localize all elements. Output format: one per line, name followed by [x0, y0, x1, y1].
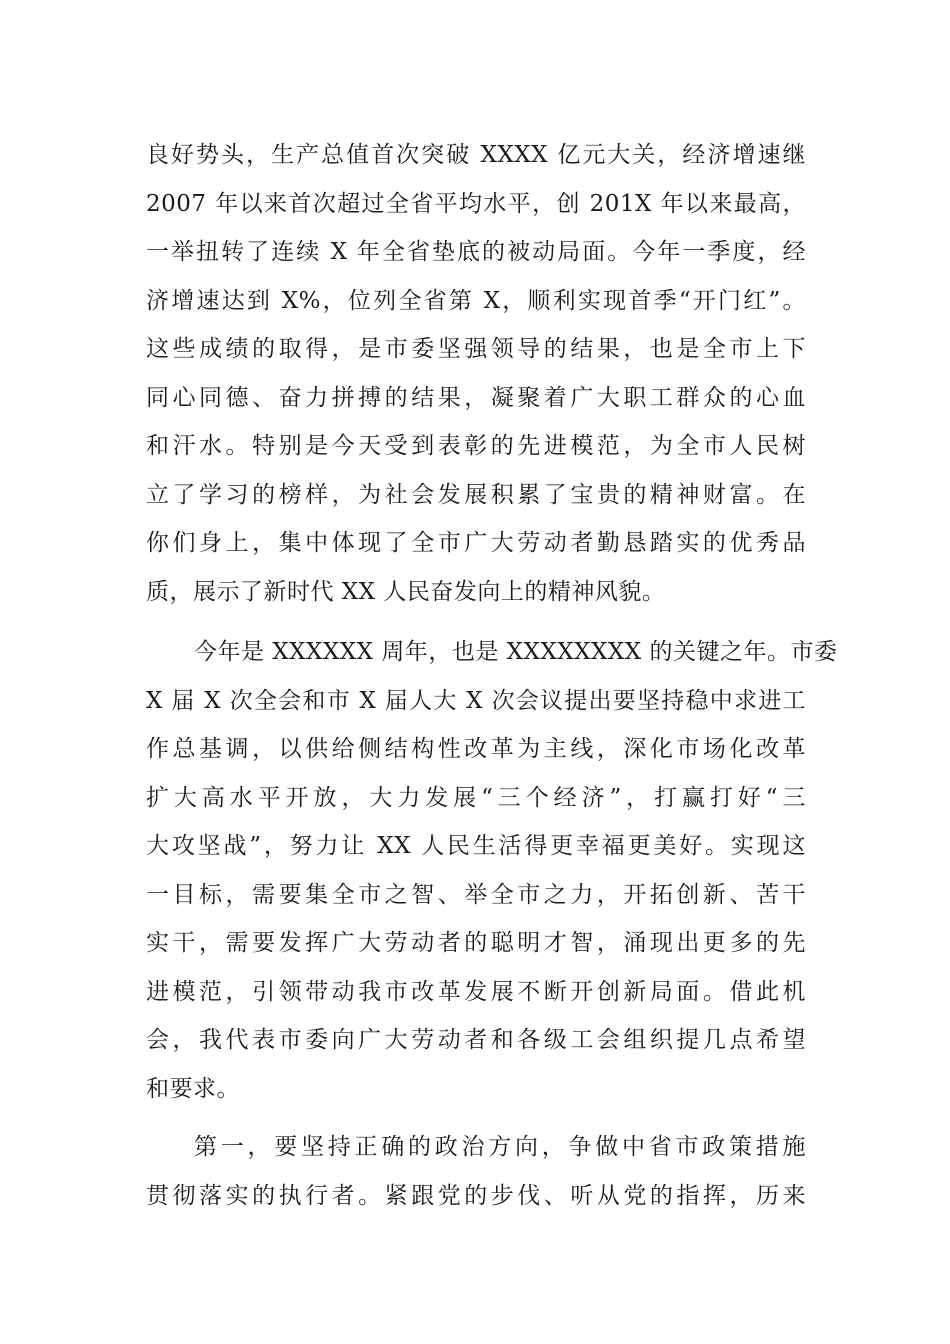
text-line: 会，我代表市委向广大劳动者和各级工会组织提几点希望: [146, 1027, 806, 1053]
text-line: 大攻坚战”，努力让 XX 人民生活得更幸福更美好。实现这: [146, 833, 806, 859]
paragraph-continuation: [146, 131, 806, 616]
text-line: 良好势头，生产总值首次突破 XXXX 亿元大关，经济增速继: [146, 142, 806, 168]
text-line: 济增速达到 X%，位列全省第 X，顺利实现首季“开门红”。: [146, 287, 806, 314]
text-line: 2007 年以来首次超过全省平均水平，创 201X 年以来最高，: [146, 190, 806, 217]
text-line: 作总基调，以供给侧结构性改革为主线，深化市场化改革: [146, 736, 806, 762]
text-line: 立了学习的榜样，为社会发展积累了宝贵的精神财富。在: [146, 481, 806, 508]
text-line: 第一，要坚持正确的政治方向，争做中省市政策措施: [194, 1134, 806, 1160]
text-line: 和要求。: [146, 1075, 240, 1102]
text-line: 今年是 XXXXXX 周年，也是 XXXXXXXX 的关键之年。市委: [194, 639, 838, 665]
text-line: 扩大高水平开放，大力发展“三个经济”，打赢打好“三: [146, 784, 806, 811]
text-line: 你们身上，集中体现了全市广大劳动者勤恳踏实的优秀品: [146, 530, 806, 556]
text-line: 这些成绩的取得，是市委坚强领导的结果，也是全市上下: [146, 336, 806, 362]
text-line: 一举扭转了连续 X 年全省垫底的被动局面。今年一季度，经: [146, 239, 806, 265]
text-line: X 届 X 次全会和市 X 届人大 X 次会议提出要坚持稳中求进工: [146, 687, 806, 714]
text-line: 同心同德、奋力拼搏的结果，凝聚着广大职工群众的心血: [146, 384, 806, 411]
paragraph-first-point: [146, 1123, 806, 1220]
text-line: 和汗水。特别是今天受到表彰的先进模范，为全市人民树: [146, 433, 806, 459]
text-line: 实干，需要发挥广大劳动者的聪明才智，涌现出更多的先: [146, 930, 806, 956]
text-line: 一目标，需要集全市之智、举全市之力，开拓创新、苦干: [146, 881, 806, 908]
paragraph-anniversary: [146, 628, 838, 1113]
text-line: 质，展示了新时代 XX 人民奋发向上的精神风貌。: [146, 578, 666, 605]
text-line: 进模范，引领带动我市改革发展不断开创新局面。借此机: [146, 978, 806, 1005]
text-line: 贯彻落实的执行者。紧跟党的步伐、听从党的指挥，历来: [146, 1182, 806, 1209]
